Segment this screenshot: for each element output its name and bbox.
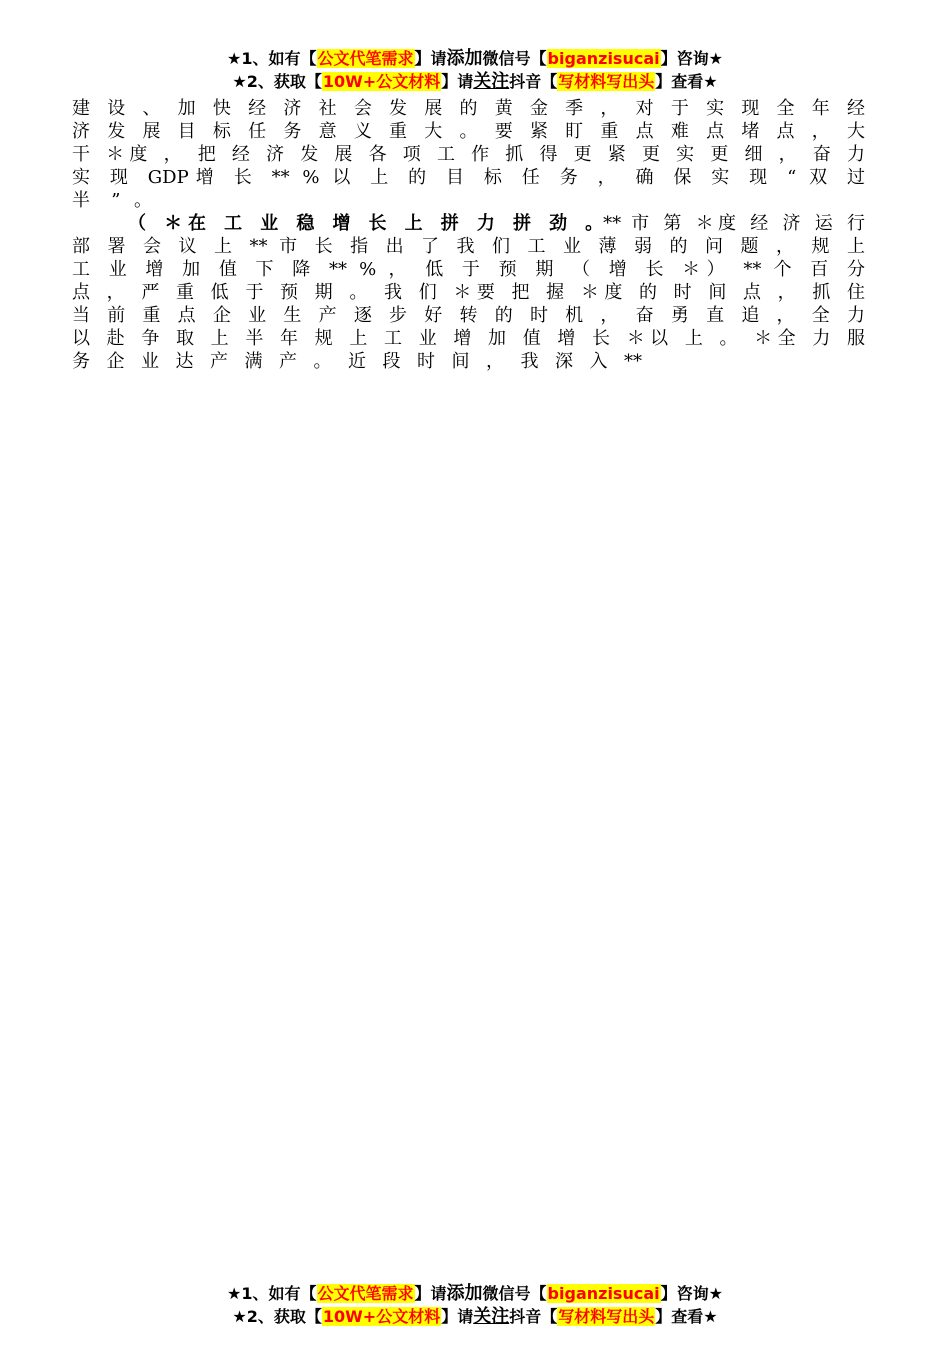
footer-2-highlight-douyin: 写材料写出头 (558, 1307, 655, 1326)
footer-1-highlight-service: 公文代笔需求 (317, 1284, 414, 1303)
body-text-line: 以 赴 争 取 上 半 年 规 上 工 业 增 加 值 增 长 ＊以 上 。 ＊全 力 服 (72, 328, 865, 349)
body-row-1 (72, 97, 865, 120)
header-2-emph: 关注 (473, 71, 510, 92)
body-text-line: 工 业 增 加 值 下 降 ** % ， 低 于 预 期 （ 增 长 ＊） ** 个 百 分 (72, 259, 865, 280)
body-text-line: 实 现 GDP增 长 ** % 以 上 的 目 标 任 务 ， 确 保 实 现 “ 双 过 (72, 167, 865, 188)
footer-1-mid: 】请 (414, 1284, 447, 1303)
header-1-mid: 】请 (414, 49, 447, 68)
footer-1-highlight-wechat: biganzisucai (547, 1284, 660, 1303)
document-body (72, 97, 865, 373)
header-line-2 (0, 70, 950, 93)
header-2-suffix: 】查看★ (655, 72, 718, 91)
body-row-5 (72, 189, 865, 212)
header-1-highlight-service: 公文代笔需求 (317, 49, 414, 68)
body-row-4 (72, 166, 865, 189)
footer-2-prefix: ★2、获取【 (232, 1307, 322, 1326)
body-text-line: 点 ， 严 重 低 于 预 期 。 我 们 ＊要 把 握 ＊度 的 时 间 点 ， 抓 住 (72, 282, 865, 303)
body-row-2 (72, 120, 865, 143)
footer-1-mid2: 微信号【 (482, 1284, 547, 1303)
footer-line-2 (0, 1305, 950, 1328)
section-heading: （ ＊在 工 业 稳 增 长 上 拼 力 拼 劲 。 (128, 213, 604, 234)
body-row-12 (72, 350, 865, 373)
header-2-highlight-douyin: 写材料写出头 (558, 72, 655, 91)
body-row-3 (72, 143, 865, 166)
body-text-line: 建 设 、 加 快 经 济 社 会 发 展 的 黄 金 季 ， 对 于 实 现 全 年 经 (72, 98, 865, 119)
footer-1-prefix: ★1、如有【 (227, 1284, 317, 1303)
body-row-11 (72, 327, 865, 350)
footer-2-highlight-materials: 10W+公文材料 (322, 1307, 441, 1326)
section-heading-row (72, 212, 865, 235)
body-row-8 (72, 258, 865, 281)
body-text-line: 半 ” 。 (72, 190, 152, 211)
footer-1-emph: 添加 (446, 1283, 483, 1304)
body-row-10 (72, 304, 865, 327)
header-1-highlight-wechat: biganzisucai (547, 49, 660, 68)
header-line-1 (0, 47, 950, 70)
header-banner (0, 47, 950, 93)
body-row-9 (72, 281, 865, 304)
body-row-7 (72, 235, 865, 258)
footer-2-emph: 关注 (473, 1306, 510, 1327)
header-2-highlight-materials: 10W+公文材料 (322, 72, 441, 91)
footer-2-mid: 】请 (441, 1307, 474, 1326)
body-text-line: 当 前 重 点 企 业 生 产 逐 步 好 转 的 时 机 ， 奋 勇 直 追 ， 全 力 (72, 305, 865, 326)
header-2-mid2: 抖音【 (509, 72, 558, 91)
header-2-mid: 】请 (441, 72, 474, 91)
section-heading-rest: ** 市 第 ＊度 经 济 运 行 (603, 213, 865, 234)
footer-2-mid2: 抖音【 (509, 1307, 558, 1326)
footer-1-suffix: 】咨询★ (660, 1284, 723, 1303)
header-1-suffix: 】咨询★ (660, 49, 723, 68)
header-1-prefix: ★1、如有【 (227, 49, 317, 68)
header-1-mid2: 微信号【 (482, 49, 547, 68)
body-text-line: 务 企 业 达 产 满 产 。 近 段 时 间 ， 我 深 入 ** (72, 351, 642, 372)
header-2-prefix: ★2、获取【 (232, 72, 322, 91)
footer-line-1 (0, 1282, 950, 1305)
header-1-emph: 添加 (446, 48, 483, 69)
body-text-line: 干 ＊度 ， 把 经 济 发 展 各 项 工 作 抓 得 更 紧 更 实 更 细 ， 奋 力 (72, 144, 865, 165)
body-text-line: 部 署 会 议 上 ** 市 长 指 出 了 我 们 工 业 薄 弱 的 问 题 ， 规 上 (72, 236, 865, 257)
body-text-line: 济 发 展 目 标 任 务 意 义 重 大 。 要 紧 盯 重 点 难 点 堵 点 ， 大 (72, 121, 865, 142)
footer-banner (0, 1282, 950, 1328)
footer-2-suffix: 】查看★ (655, 1307, 718, 1326)
